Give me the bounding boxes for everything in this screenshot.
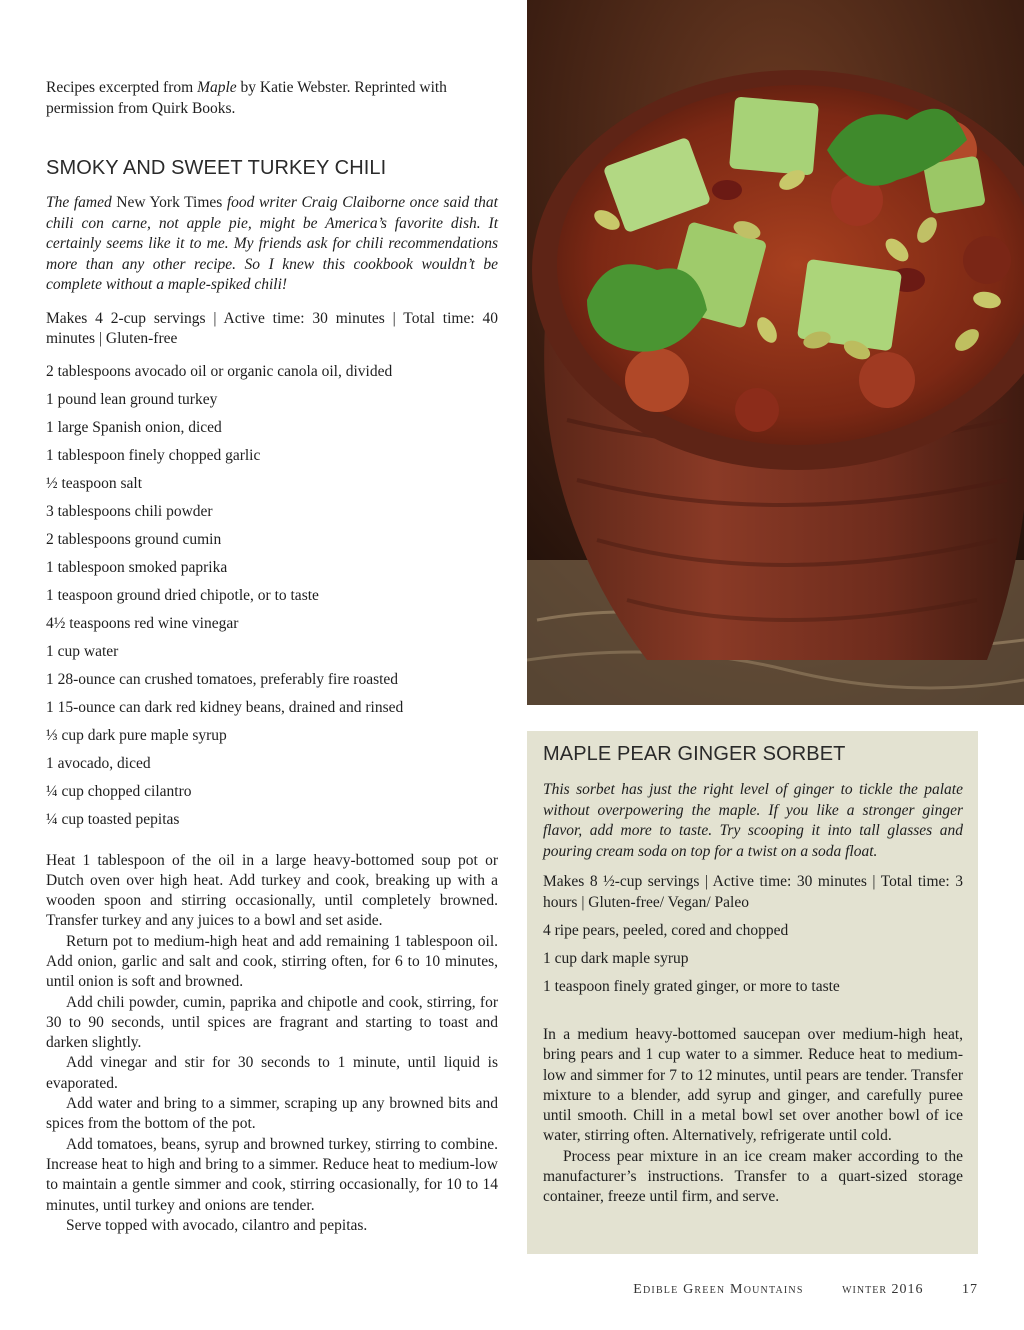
direction-paragraph: In a medium heavy-bottomed saucepan over medium-high heat, bring pears and 1 cup water to a simmer. Reduce heat to medium-low and simmer for 7 to 12 minutes, until pears are tender. Transfer mixture to a blender, add syrup and ginger, and carefully puree until smooth. Chill in a metal bowl set over another bowl of ice water, stirring often. Alternatively, refrigerate until cold. (543, 1026, 963, 1145)
page-footer (633, 1282, 978, 1298)
chili-ingredients (46, 358, 498, 834)
sorbet-ingredients (543, 917, 963, 1001)
sorbet-sidebar (527, 731, 978, 1254)
credit-line (46, 78, 498, 119)
ingredient-item: 1 cup dark maple syrup (543, 950, 689, 967)
direction-paragraph: Return pot to medium-high heat and add remaining 1 tablespoon oil. Add onion, garlic and salt and cook, stirring often, for 6 to 10 minutes, until onion is soft and browned. (46, 932, 498, 991)
ingredient-item: 1 avocado, diced (46, 754, 151, 772)
chili-intro-start: The famed (46, 194, 117, 211)
ingredient-item: 1 pound lean ground turkey (46, 390, 218, 408)
sorbet-title: MAPLE PEAR GINGER SORBET (543, 743, 846, 765)
ingredient-item: 1 large Spanish onion, diced (46, 418, 222, 436)
direction-paragraph: Process pear mixture in an ice cream maker according to the manufacturer’s instructions. Transfer to a quart-sized storage container, freeze until firm, and serve. (543, 1147, 963, 1206)
ingredient-item: ⅓ cup dark pure maple syrup (46, 726, 227, 744)
ingredient-item: 1 cup water (46, 642, 119, 660)
chili-intro-publication: New York Times (116, 194, 223, 211)
credit-book-title: Maple (197, 79, 237, 96)
ingredient-item: 4½ teaspoons red wine vinegar (46, 614, 239, 632)
ingredient-item: ¼ cup chopped cilantro (46, 782, 192, 800)
sorbet-meta: Makes 8 ½-cup servings | Active time: 30 minutes | Total time: 3 hours | Gluten-free/ Vegan/ Paleo (543, 873, 963, 911)
direction-paragraph: Add tomatoes, beans, syrup and browned turkey, stirring to combine. Increase heat to high and bring to a simmer. Reduce heat to medium-low to maintain a gentle simmer and cook, stirring occasionally, for 10 to 14 minutes, until turkey and onions are tender. (46, 1135, 498, 1214)
direction-paragraph: Add water and bring to a simmer, scraping up any browned bits and spices from the bottom of the pot. (46, 1095, 498, 1133)
sorbet-directions (543, 1025, 963, 1208)
ingredient-item: 3 tablespoons chili powder (46, 502, 213, 520)
direction-paragraph: Add vinegar and stir for 30 seconds to 1 minute, until liquid is evaporated. (46, 1054, 498, 1092)
ingredient-item: 2 tablespoons avocado oil or organic canola oil, divided (46, 362, 393, 380)
direction-paragraph: Heat 1 tablespoon of the oil in a large heavy-bottomed soup pot or Dutch oven over high heat. Add turkey and cook, breaking up with a wooden spoon and stirring occasionally, until completely browned. Transfer turkey and any juices to a bowl and set aside. (46, 851, 498, 930)
direction-paragraph: Add chili powder, cumin, paprika and chipotle and cook, stirring, for 30 to 90 seconds, until spices are fragrant and starting to toast and darken slightly. (46, 993, 498, 1052)
ingredient-item: ½ teaspoon salt (46, 474, 142, 492)
chili-intro-rest: food writer Craig Claiborne once said that chili con carne, not apple pie, might be America’s favorite dish. It certainly seems like it to me. My friends ask for chili recommendations more than any other recipe. So I knew this cookbook wouldn’t be complete without a maple-spiked chili! (46, 194, 498, 293)
ingredient-item: 1 28-ounce can crushed tomatoes, preferably fire roasted (46, 670, 399, 688)
magazine-name: Edible Green Mountains (633, 1282, 804, 1297)
sorbet-intro: This sorbet has just the right level of ginger to tickle the palate without overpowering the maple. If you like a stronger ginger flavor, add more to taste. Try scooping it into tall glasses and pouring cream soda on top for a twist on a soda float. (543, 781, 963, 860)
ingredient-item: 2 tablespoons ground cumin (46, 530, 222, 548)
chili-directions (46, 851, 498, 1237)
chili-column (46, 78, 498, 1236)
direction-paragraph: Serve topped with avocado, cilantro and pepitas. (66, 1216, 368, 1234)
ingredient-item: ¼ cup toasted pepitas (46, 810, 180, 828)
credit-text: Recipes excerpted from (46, 79, 198, 96)
ingredient-item: 1 tablespoon finely chopped garlic (46, 446, 261, 464)
ingredient-item: 1 teaspoon ground dried chipotle, or to taste (46, 586, 319, 604)
ingredient-item: 1 teaspoon finely grated ginger, or more to taste (543, 978, 840, 995)
ingredient-item: 1 15-ounce can dark red kidney beans, drained and rinsed (46, 698, 404, 716)
ingredient-item: 4 ripe pears, peeled, cored and chopped (543, 922, 789, 939)
chili-meta: Makes 4 2-cup servings | Active time: 30 minutes | Total time: 40 minutes | Gluten-free (46, 309, 498, 347)
chili-title: SMOKY AND SWEET TURKEY CHILI (46, 157, 387, 179)
ingredient-item: 1 tablespoon smoked paprika (46, 558, 228, 576)
issue-season: winter 2016 (842, 1282, 924, 1297)
credit-text-end: by Katie Webster. Reprinted with permission from Quirk Books. (46, 79, 447, 117)
chili-bowl-photo (527, 0, 1024, 705)
chili-intro (46, 193, 498, 296)
page-number: 17 (962, 1282, 978, 1297)
